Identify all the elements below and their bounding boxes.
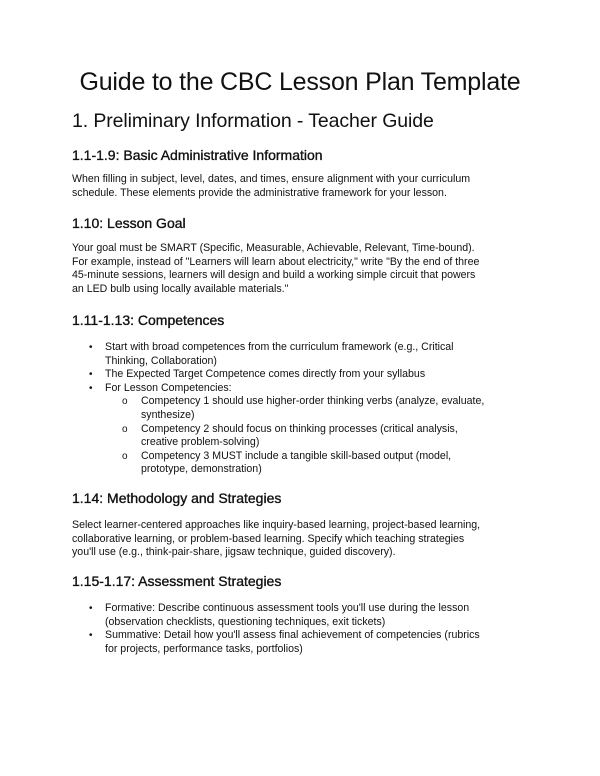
- lesson-goal-paragraph: [72, 242, 532, 296]
- text-line: synthesize): [141, 408, 195, 421]
- methodology-paragraph: [72, 519, 532, 560]
- text-line: Your goal must be SMART (Specific, Measurable, Achievable, Relevant, Time-bound).: [72, 242, 475, 254]
- subheading-lesson-goal: 1.10: Lesson Goal: [72, 215, 186, 231]
- text-line: For example, instead of "Learners will learn about electricity," write "By the end of three: [72, 255, 480, 268]
- circle-bullet-icon: o: [122, 450, 128, 462]
- bullet-icon: •: [89, 382, 93, 394]
- bullet-icon: •: [89, 603, 93, 614]
- list-item: [72, 341, 532, 368]
- section-heading-preliminary: 1. Preliminary Information - Teacher Guide: [72, 110, 434, 132]
- bullet-icon: •: [89, 369, 93, 381]
- sub-list-item: [72, 423, 532, 450]
- text-line: Competency 2 should focus on thinking processes (critical analysis,: [141, 422, 458, 435]
- text-line: schedule. These elements provide the administrative framework for your lesson.: [72, 186, 447, 199]
- text-line: For Lesson Competencies:: [105, 381, 232, 394]
- text-line: The Expected Target Competence comes directly from your syllabus: [105, 368, 426, 381]
- text-line: Thinking, Collaboration): [105, 354, 217, 367]
- subheading-assessment: 1.15-1.17: Assessment Strategies: [72, 573, 282, 589]
- text-line: When filling in subject, level, dates, and times, ensure alignment with your curriculum: [72, 173, 471, 185]
- text-line: 45-minute sessions, learners will design and build a working simple circuit that powers: [72, 269, 476, 282]
- circle-bullet-icon: o: [122, 396, 128, 408]
- document-title: Guide to the CBC Lesson Plan Template: [79, 68, 521, 96]
- sub-list-item: [72, 395, 532, 422]
- text-line: prototype, demonstration): [141, 463, 262, 476]
- subheading-methodology: 1.14: Methodology and Strategies: [72, 490, 282, 506]
- text-line: Formative: Describe continuous assessment tools you'll use during the lesson: [105, 602, 470, 614]
- text-line: (observation checklists, questioning techniques, exit tickets): [105, 615, 386, 628]
- subheading-basic-admin: 1.1-1.9: Basic Administrative Information: [72, 147, 323, 163]
- text-line: collaborative learning, or problem-based learning. Specify which teaching strategies: [72, 532, 465, 545]
- basic-admin-paragraph: [72, 173, 532, 200]
- text-line: Summative: Detail how you'll assess final achievement of competencies (rubrics: [105, 629, 480, 642]
- text-line: Competency 1 should use higher-order thinking verbs (analyze, evaluate,: [141, 395, 485, 408]
- competences-list: [72, 341, 532, 477]
- bullet-icon: •: [89, 342, 93, 353]
- sub-list-item: [72, 450, 532, 477]
- text-line: an LED bulb using locally available materials.": [72, 282, 289, 295]
- text-line: creative problem-solving): [141, 436, 260, 449]
- circle-bullet-icon: o: [122, 423, 128, 435]
- lesson-competencies-sublist: [105, 395, 532, 477]
- text-line: Select learner-centered approaches like inquiry-based learning, project-based learning,: [72, 519, 481, 531]
- bullet-icon: •: [89, 630, 93, 642]
- list-item: [72, 629, 532, 656]
- text-line: Start with broad competences from the curriculum framework (e.g., Critical: [105, 341, 454, 353]
- list-item: [72, 602, 532, 629]
- text-line: you'll use (e.g., think-pair-share, jigsaw technique, guided discovery).: [72, 546, 396, 559]
- subheading-competences: 1.11-1.13: Competences: [72, 312, 225, 328]
- list-item: [72, 368, 532, 382]
- assessment-list: [72, 602, 532, 656]
- text-line: Competency 3 MUST include a tangible skill-based output (model,: [141, 449, 452, 462]
- text-line: for projects, performance tasks, portfolios): [105, 642, 303, 655]
- list-item: [72, 382, 532, 477]
